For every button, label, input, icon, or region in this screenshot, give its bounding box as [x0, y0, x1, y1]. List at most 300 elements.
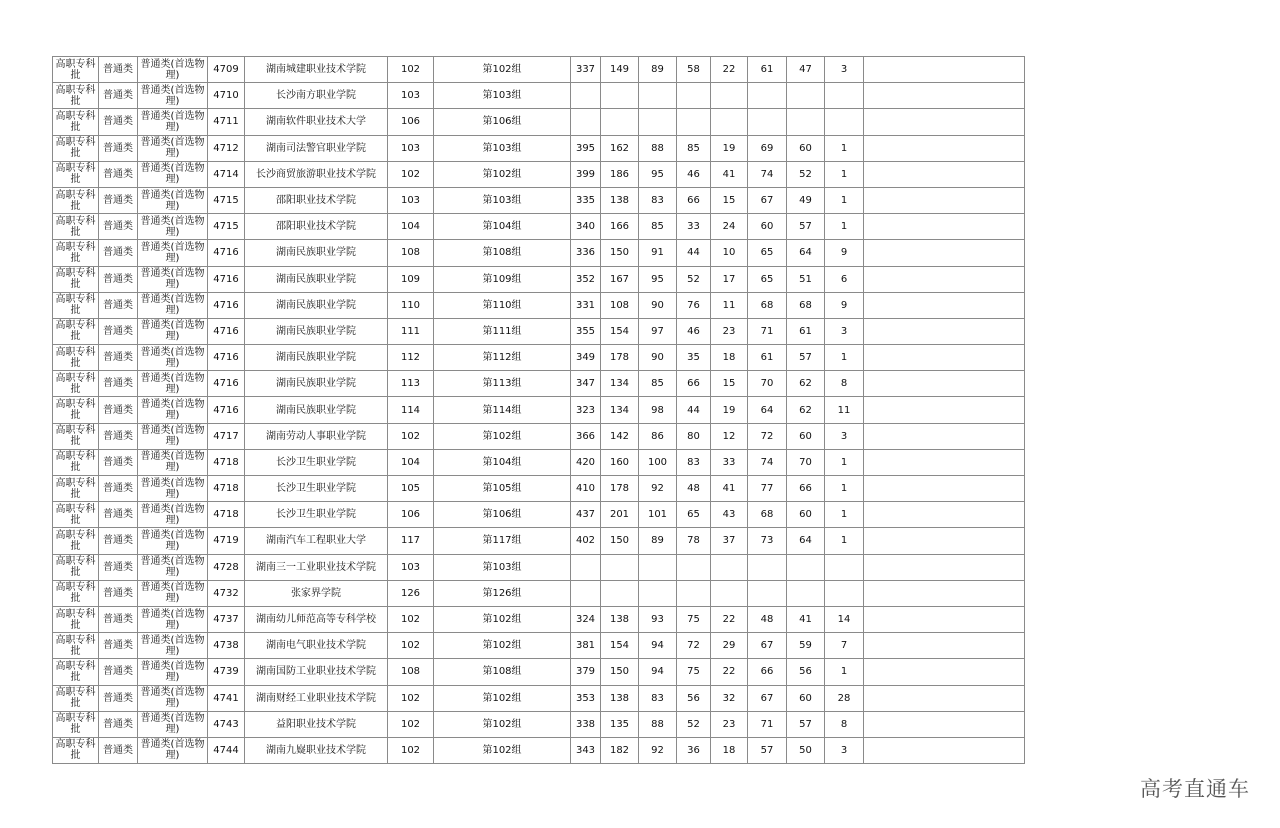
group-code-cell: 102	[388, 161, 434, 187]
batch-cell	[53, 659, 99, 685]
type-cell: 普通类	[99, 737, 138, 763]
total-score-cell: 349	[571, 345, 601, 371]
school-code-cell: 4732	[208, 580, 245, 606]
empty-cell	[864, 476, 1025, 502]
second-choice-b-score-cell: 41	[787, 606, 825, 632]
second-choice-a-score-cell: 65	[748, 240, 787, 266]
chinese-score-cell: 186	[601, 161, 639, 187]
table-row	[53, 737, 1025, 763]
type-cell: 普通类	[99, 397, 138, 423]
foreign-score-cell: 46	[677, 161, 711, 187]
group-name-cell: 第112组	[434, 345, 571, 371]
second-choice-a-score-cell: 71	[748, 711, 787, 737]
batch-cell	[53, 214, 99, 240]
empty-cell	[864, 109, 1025, 135]
second-choice-b-score-cell	[787, 83, 825, 109]
second-choice-a-score-cell: 61	[748, 345, 787, 371]
type-cell: 普通类	[99, 135, 138, 161]
batch-cell-text: 高职专科批	[55, 241, 96, 264]
subject-cell-text: 普通类(首选物理)	[140, 189, 205, 212]
second-choice-a-score-cell: 65	[748, 266, 787, 292]
math-score-cell: 92	[639, 737, 677, 763]
first-choice-score-cell: 43	[711, 502, 748, 528]
subject-cell	[138, 580, 208, 606]
school-name-cell: 湖南九嶷职业技术学院	[245, 737, 388, 763]
second-choice-b-score-cell: 49	[787, 187, 825, 213]
first-choice-score-cell: 32	[711, 685, 748, 711]
second-choice-a-score-cell: 70	[748, 371, 787, 397]
chinese-score-cell	[601, 580, 639, 606]
empty-cell	[864, 187, 1025, 213]
chinese-score-cell: 138	[601, 685, 639, 711]
empty-cell	[864, 292, 1025, 318]
school-code-cell: 4739	[208, 659, 245, 685]
second-choice-b-score-cell	[787, 109, 825, 135]
school-code-cell: 4741	[208, 685, 245, 711]
first-choice-score-cell: 12	[711, 423, 748, 449]
foreign-score-cell: 48	[677, 476, 711, 502]
math-score-cell	[639, 109, 677, 135]
chinese-score-cell: 138	[601, 187, 639, 213]
math-score-cell: 101	[639, 502, 677, 528]
second-choice-a-score-cell: 77	[748, 476, 787, 502]
school-name-cell: 长沙南方职业学院	[245, 83, 388, 109]
group-code-cell: 113	[388, 371, 434, 397]
type-cell: 普通类	[99, 580, 138, 606]
type-cell: 普通类	[99, 57, 138, 83]
school-name-cell: 湖南国防工业职业技术学院	[245, 659, 388, 685]
school-code-cell: 4716	[208, 318, 245, 344]
group-name-cell: 第109组	[434, 266, 571, 292]
total-score-cell: 379	[571, 659, 601, 685]
first-choice-score-cell: 41	[711, 161, 748, 187]
math-score-cell: 83	[639, 685, 677, 711]
total-score-cell: 347	[571, 371, 601, 397]
subject-cell	[138, 737, 208, 763]
school-code-cell: 4719	[208, 528, 245, 554]
school-name-cell: 湖南民族职业学院	[245, 318, 388, 344]
subject-cell	[138, 449, 208, 475]
subject-cell	[138, 371, 208, 397]
table-row	[53, 371, 1025, 397]
subject-cell-text: 普通类(首选物理)	[140, 634, 205, 657]
table-row	[53, 135, 1025, 161]
subject-cell	[138, 83, 208, 109]
second-choice-a-score-cell: 68	[748, 292, 787, 318]
chinese-score-cell: 154	[601, 633, 639, 659]
batch-cell	[53, 57, 99, 83]
subject-cell	[138, 292, 208, 318]
foreign-score-cell: 80	[677, 423, 711, 449]
batch-cell	[53, 580, 99, 606]
total-score-cell	[571, 554, 601, 580]
chinese-score-cell	[601, 109, 639, 135]
second-choice-b-score-cell: 64	[787, 528, 825, 554]
math-score-cell: 98	[639, 397, 677, 423]
second-choice-a-score-cell: 74	[748, 161, 787, 187]
table-row	[53, 528, 1025, 554]
table-row	[53, 423, 1025, 449]
batch-cell-text: 高职专科批	[55, 163, 96, 186]
total-score-cell: 402	[571, 528, 601, 554]
math-score-cell: 89	[639, 57, 677, 83]
total-score-cell: 366	[571, 423, 601, 449]
subject-cell	[138, 423, 208, 449]
subject-cell-text: 普通类(首选物理)	[140, 399, 205, 422]
math-score-cell	[639, 554, 677, 580]
group-name-cell: 第114组	[434, 397, 571, 423]
empty-cell	[864, 83, 1025, 109]
chinese-score-cell	[601, 83, 639, 109]
chinese-score-cell: 150	[601, 659, 639, 685]
rank-cell: 3	[825, 57, 864, 83]
total-score-cell	[571, 83, 601, 109]
foreign-score-cell: 52	[677, 711, 711, 737]
group-name-cell: 第106组	[434, 502, 571, 528]
school-name-cell: 湖南司法警官职业学院	[245, 135, 388, 161]
batch-cell-text: 高职专科批	[55, 477, 96, 500]
foreign-score-cell: 65	[677, 502, 711, 528]
group-name-cell: 第103组	[434, 554, 571, 580]
second-choice-a-score-cell: 68	[748, 502, 787, 528]
math-score-cell: 94	[639, 659, 677, 685]
chinese-score-cell: 154	[601, 318, 639, 344]
first-choice-score-cell	[711, 580, 748, 606]
group-code-cell: 104	[388, 214, 434, 240]
math-score-cell: 95	[639, 161, 677, 187]
foreign-score-cell	[677, 554, 711, 580]
group-code-cell: 109	[388, 266, 434, 292]
table-row	[53, 187, 1025, 213]
rank-cell: 1	[825, 476, 864, 502]
subject-cell-text: 普通类(首选物理)	[140, 372, 205, 395]
type-cell: 普通类	[99, 187, 138, 213]
second-choice-b-score-cell: 60	[787, 423, 825, 449]
empty-cell	[864, 371, 1025, 397]
chinese-score-cell: 134	[601, 397, 639, 423]
table-row	[53, 345, 1025, 371]
table-row	[53, 214, 1025, 240]
group-code-cell: 126	[388, 580, 434, 606]
math-score-cell: 93	[639, 606, 677, 632]
rank-cell: 1	[825, 161, 864, 187]
subject-cell	[138, 711, 208, 737]
type-cell: 普通类	[99, 659, 138, 685]
group-code-cell: 102	[388, 606, 434, 632]
group-code-cell: 102	[388, 737, 434, 763]
batch-cell-text: 高职专科批	[55, 687, 96, 710]
school-name-cell: 长沙商贸旅游职业技术学院	[245, 161, 388, 187]
type-cell: 普通类	[99, 318, 138, 344]
second-choice-a-score-cell	[748, 83, 787, 109]
school-code-cell: 4717	[208, 423, 245, 449]
chinese-score-cell: 150	[601, 528, 639, 554]
school-code-cell: 4716	[208, 397, 245, 423]
table-row	[53, 397, 1025, 423]
rank-cell: 8	[825, 371, 864, 397]
math-score-cell: 92	[639, 476, 677, 502]
total-score-cell: 395	[571, 135, 601, 161]
subject-cell-text: 普通类(首选物理)	[140, 241, 205, 264]
batch-cell-text: 高职专科批	[55, 189, 96, 212]
watermark-text: 高考直通车	[1140, 777, 1250, 801]
batch-cell	[53, 685, 99, 711]
total-score-cell: 410	[571, 476, 601, 502]
second-choice-b-score-cell: 59	[787, 633, 825, 659]
total-score-cell: 324	[571, 606, 601, 632]
admission-score-table	[52, 56, 1025, 764]
batch-cell-text: 高职专科批	[55, 529, 96, 552]
subject-cell	[138, 214, 208, 240]
rank-cell: 9	[825, 240, 864, 266]
first-choice-score-cell: 19	[711, 135, 748, 161]
type-cell: 普通类	[99, 83, 138, 109]
empty-cell	[864, 266, 1025, 292]
first-choice-score-cell	[711, 83, 748, 109]
second-choice-b-score-cell: 62	[787, 371, 825, 397]
rank-cell: 1	[825, 187, 864, 213]
table-row	[53, 83, 1025, 109]
group-name-cell: 第108组	[434, 240, 571, 266]
second-choice-a-score-cell	[748, 580, 787, 606]
rank-cell: 14	[825, 606, 864, 632]
total-score-cell: 323	[571, 397, 601, 423]
chinese-score-cell: 134	[601, 371, 639, 397]
subject-cell-text: 普通类(首选物理)	[140, 294, 205, 317]
first-choice-score-cell: 24	[711, 214, 748, 240]
school-name-cell: 湖南财经工业职业技术学院	[245, 685, 388, 711]
table-row	[53, 449, 1025, 475]
subject-cell	[138, 502, 208, 528]
school-code-cell: 4715	[208, 214, 245, 240]
group-name-cell: 第113组	[434, 371, 571, 397]
empty-cell	[864, 528, 1025, 554]
batch-cell	[53, 318, 99, 344]
group-name-cell: 第102组	[434, 737, 571, 763]
subject-cell	[138, 397, 208, 423]
first-choice-score-cell	[711, 554, 748, 580]
foreign-score-cell: 75	[677, 659, 711, 685]
school-name-cell: 湖南民族职业学院	[245, 397, 388, 423]
second-choice-a-score-cell: 67	[748, 633, 787, 659]
foreign-score-cell: 44	[677, 397, 711, 423]
table-row	[53, 659, 1025, 685]
subject-cell	[138, 476, 208, 502]
second-choice-b-score-cell: 68	[787, 292, 825, 318]
foreign-score-cell: 58	[677, 57, 711, 83]
group-name-cell: 第108组	[434, 659, 571, 685]
foreign-score-cell: 56	[677, 685, 711, 711]
rank-cell: 9	[825, 292, 864, 318]
type-cell: 普通类	[99, 292, 138, 318]
second-choice-b-score-cell: 51	[787, 266, 825, 292]
subject-cell-text: 普通类(首选物理)	[140, 137, 205, 160]
table-row	[53, 554, 1025, 580]
type-cell: 普通类	[99, 266, 138, 292]
empty-cell	[864, 397, 1025, 423]
first-choice-score-cell: 29	[711, 633, 748, 659]
batch-cell-text: 高职专科批	[55, 320, 96, 343]
batch-cell	[53, 633, 99, 659]
group-code-cell: 108	[388, 659, 434, 685]
empty-cell	[864, 423, 1025, 449]
second-choice-b-score-cell: 62	[787, 397, 825, 423]
foreign-score-cell: 46	[677, 318, 711, 344]
second-choice-a-score-cell: 57	[748, 737, 787, 763]
rank-cell: 8	[825, 711, 864, 737]
total-score-cell: 420	[571, 449, 601, 475]
empty-cell	[864, 580, 1025, 606]
school-name-cell: 湖南民族职业学院	[245, 266, 388, 292]
subject-cell-text: 普通类(首选物理)	[140, 529, 205, 552]
batch-cell-text: 高职专科批	[55, 634, 96, 657]
type-cell: 普通类	[99, 371, 138, 397]
group-name-cell: 第102组	[434, 423, 571, 449]
chinese-score-cell: 166	[601, 214, 639, 240]
school-code-cell: 4712	[208, 135, 245, 161]
type-cell: 普通类	[99, 606, 138, 632]
batch-cell	[53, 554, 99, 580]
batch-cell	[53, 502, 99, 528]
first-choice-score-cell: 19	[711, 397, 748, 423]
batch-cell	[53, 135, 99, 161]
math-score-cell: 86	[639, 423, 677, 449]
school-name-cell: 长沙卫生职业学院	[245, 449, 388, 475]
subject-cell	[138, 109, 208, 135]
group-name-cell: 第126组	[434, 580, 571, 606]
rank-cell: 1	[825, 345, 864, 371]
group-code-cell: 102	[388, 57, 434, 83]
subject-cell-text: 普通类(首选物理)	[140, 739, 205, 762]
type-cell: 普通类	[99, 476, 138, 502]
table-row	[53, 633, 1025, 659]
batch-cell-text: 高职专科批	[55, 137, 96, 160]
math-score-cell: 89	[639, 528, 677, 554]
first-choice-score-cell: 41	[711, 476, 748, 502]
school-code-cell: 4737	[208, 606, 245, 632]
chinese-score-cell: 178	[601, 345, 639, 371]
batch-cell-text: 高职专科批	[55, 346, 96, 369]
batch-cell-text: 高职专科批	[55, 268, 96, 291]
batch-cell	[53, 292, 99, 318]
rank-cell	[825, 83, 864, 109]
math-score-cell: 90	[639, 292, 677, 318]
batch-cell	[53, 737, 99, 763]
total-score-cell: 353	[571, 685, 601, 711]
group-name-cell: 第103组	[434, 83, 571, 109]
second-choice-b-score-cell: 57	[787, 711, 825, 737]
subject-cell	[138, 633, 208, 659]
group-code-cell: 103	[388, 187, 434, 213]
first-choice-score-cell: 15	[711, 371, 748, 397]
empty-cell	[864, 214, 1025, 240]
table-row	[53, 580, 1025, 606]
group-name-cell: 第106组	[434, 109, 571, 135]
school-name-cell: 湖南民族职业学院	[245, 240, 388, 266]
group-code-cell: 102	[388, 633, 434, 659]
math-score-cell: 88	[639, 711, 677, 737]
second-choice-a-score-cell: 73	[748, 528, 787, 554]
foreign-score-cell: 33	[677, 214, 711, 240]
batch-cell	[53, 240, 99, 266]
type-cell: 普通类	[99, 161, 138, 187]
batch-cell	[53, 711, 99, 737]
batch-cell-text: 高职专科批	[55, 582, 96, 605]
batch-cell	[53, 528, 99, 554]
math-score-cell	[639, 580, 677, 606]
chinese-score-cell: 138	[601, 606, 639, 632]
school-code-cell: 4714	[208, 161, 245, 187]
group-code-cell: 111	[388, 318, 434, 344]
rank-cell: 1	[825, 528, 864, 554]
table-row	[53, 57, 1025, 83]
rank-cell: 3	[825, 737, 864, 763]
rank-cell: 1	[825, 659, 864, 685]
subject-cell-text: 普通类(首选物理)	[140, 608, 205, 631]
first-choice-score-cell: 11	[711, 292, 748, 318]
batch-cell	[53, 423, 99, 449]
subject-cell-text: 普通类(首选物理)	[140, 163, 205, 186]
batch-cell	[53, 109, 99, 135]
school-name-cell: 湖南三一工业职业技术学院	[245, 554, 388, 580]
type-cell: 普通类	[99, 633, 138, 659]
second-choice-a-score-cell: 67	[748, 187, 787, 213]
school-code-cell: 4718	[208, 449, 245, 475]
batch-cell	[53, 187, 99, 213]
empty-cell	[864, 685, 1025, 711]
batch-cell	[53, 266, 99, 292]
total-score-cell: 352	[571, 266, 601, 292]
foreign-score-cell: 76	[677, 292, 711, 318]
math-score-cell: 97	[639, 318, 677, 344]
group-code-cell: 106	[388, 502, 434, 528]
empty-cell	[864, 554, 1025, 580]
chinese-score-cell: 160	[601, 449, 639, 475]
table-row	[53, 161, 1025, 187]
rank-cell: 28	[825, 685, 864, 711]
second-choice-b-score-cell: 52	[787, 161, 825, 187]
table-body	[53, 57, 1025, 764]
type-cell: 普通类	[99, 685, 138, 711]
total-score-cell: 331	[571, 292, 601, 318]
foreign-score-cell: 83	[677, 449, 711, 475]
school-code-cell: 4716	[208, 292, 245, 318]
math-score-cell: 95	[639, 266, 677, 292]
first-choice-score-cell: 10	[711, 240, 748, 266]
second-choice-a-score-cell: 66	[748, 659, 787, 685]
subject-cell	[138, 240, 208, 266]
table-row	[53, 318, 1025, 344]
math-score-cell: 85	[639, 214, 677, 240]
second-choice-a-score-cell: 64	[748, 397, 787, 423]
batch-cell-text: 高职专科批	[55, 294, 96, 317]
subject-cell	[138, 554, 208, 580]
chinese-score-cell: 201	[601, 502, 639, 528]
math-score-cell	[639, 83, 677, 109]
total-score-cell: 338	[571, 711, 601, 737]
type-cell: 普通类	[99, 109, 138, 135]
school-name-cell: 湖南民族职业学院	[245, 371, 388, 397]
batch-cell-text: 高职专科批	[55, 608, 96, 631]
subject-cell	[138, 345, 208, 371]
first-choice-score-cell: 18	[711, 737, 748, 763]
math-score-cell: 88	[639, 135, 677, 161]
group-name-cell: 第117组	[434, 528, 571, 554]
batch-cell	[53, 449, 99, 475]
subject-cell	[138, 606, 208, 632]
batch-cell-text: 高职专科批	[55, 451, 96, 474]
foreign-score-cell: 72	[677, 633, 711, 659]
